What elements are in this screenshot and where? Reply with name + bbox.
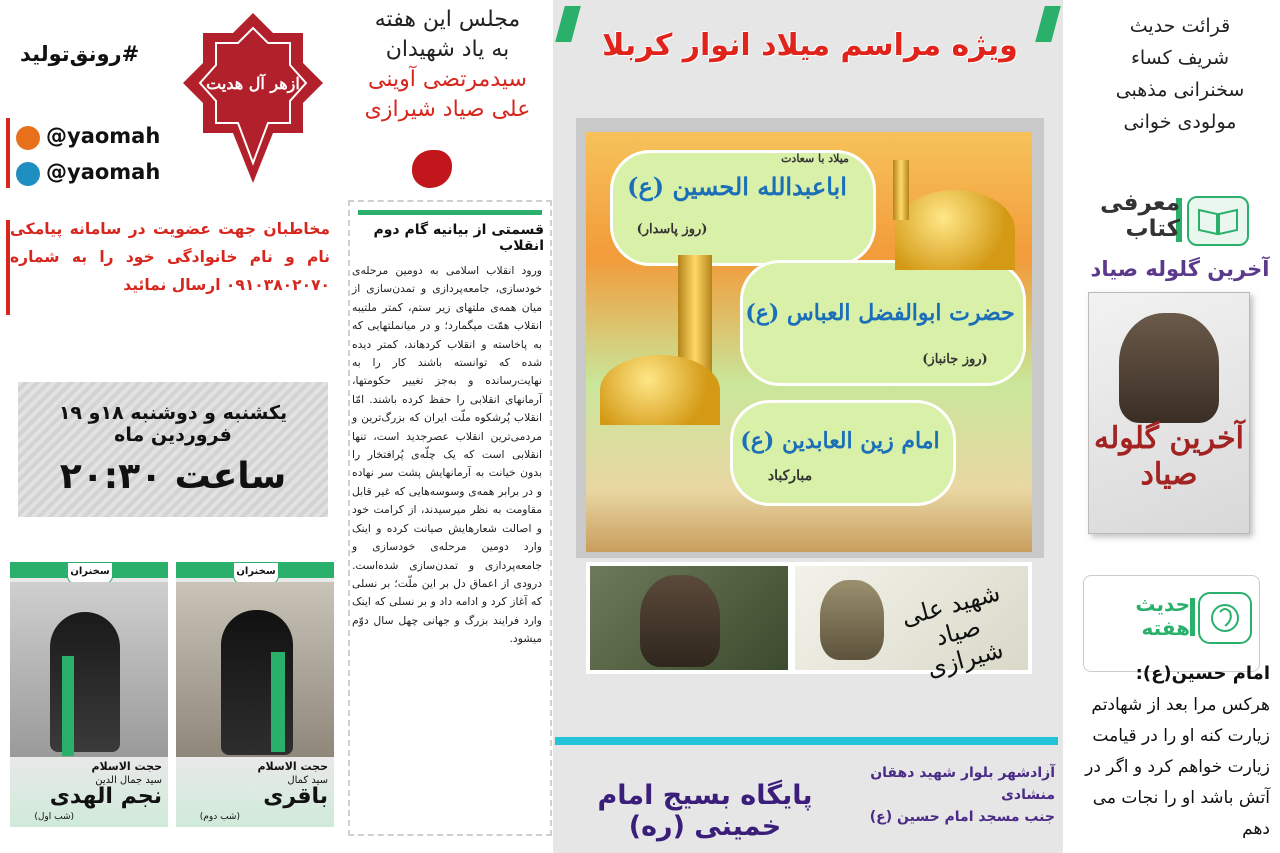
eitaa-icon xyxy=(16,126,40,150)
emblem-logo xyxy=(178,8,328,188)
speaker-subname: سید جمال الدین xyxy=(95,775,162,786)
poster-cloud xyxy=(610,150,876,266)
speaker-name: نجم الهدی xyxy=(49,784,162,809)
emblem-text: ازهر آل هدیت xyxy=(206,74,300,93)
book-cover-portrait xyxy=(1119,313,1219,423)
statement-text: ورود انقلاب اسلامی به دومین مرحله‌ی خودسازی، جامعه‌پردازی و تمدن‌سازی از میان همه‌ی ملتهای زیر ستم، کمتر ملتیبه انقلاب همّت میگمارد؛ و در میانملتهایی که به پاخاسته و انقلاب کردهاند، کمتر دیده شده که توانسته باشند کار را به نهایت‌رسانده و به‌جز تغییر حکومتها، آرمانهای انقلابی را حفظ کرده باشند. امّا انقلاب پُرشکوه ملّت ایران که بزرگ‌ترین و مردمی‌ترین انقلاب عصرجدید است، تنها انقلابی است که یک چلّه‌ی پُرافتخار را بدون خیانت به آرمانهایش پشت سر نهاده و در برابر همه‌ی وسوسه‌هایی که غیر قابل مقاومت به نظر میرسیدند، از کرامت خود و اصالت شعارهایش صیانت کرده و اینک وارد دومین مرحله‌ی خودسازی و جامعه‌پردازی و تمدن‌سازی شده‌است. درودی از اعماق دل بر این ملّت؛ بر نسلی که آغاز کرد و ادامه داد و بر نسلی که اینک وارد فرایند بزرگ و جهانی چهل سال دوّم میشود. xyxy=(352,264,542,646)
headline: ویژه مراسم میلاد انوار کربلا xyxy=(602,28,1018,63)
shrine-dome xyxy=(600,355,720,425)
hadith-speaker: امام حسین(ع): xyxy=(1135,663,1270,684)
soroush-icon xyxy=(16,162,40,186)
hadith-title xyxy=(1090,592,1190,640)
speaker-card-2 xyxy=(176,562,334,827)
book-section-title-1: معرفی xyxy=(1100,190,1180,216)
base-name: پایگاه بسیج امام خمینی (ره) xyxy=(597,780,813,842)
social-handle: @yaomah xyxy=(46,160,161,184)
poster-line-small: میلاد با سعادت xyxy=(781,152,849,165)
poster-line-2: حضرت ابوالفضل العباس (ع) xyxy=(745,300,1015,326)
program-item: مولودی خوانی xyxy=(1123,111,1237,133)
book-cover-title: آخرین گلوله صیاد xyxy=(1094,421,1244,492)
speaker-subname: سید کمال xyxy=(287,775,328,786)
poster-line-2-sub: (روز جانباز) xyxy=(922,352,988,367)
hadith-icon xyxy=(1198,592,1252,644)
sms-notice: مخاطبان جهت عضویت در سامانه پیامکی نام و نام خانوادگی خود را به شماره ۰۹۱۰۳۸۰۲۰۷۰ ارسال نمائید xyxy=(10,220,330,294)
event-date: یکشنبه و دوشنبه ۱۸و ۱۹ فروردین ماه xyxy=(58,402,288,446)
speaker-night: (شب دوم) xyxy=(199,812,240,822)
statement-bar xyxy=(358,210,542,215)
base-address-1: آزادشهر بلوار شهید دهقان منشادی xyxy=(870,765,1055,803)
speaker-tag: سخنران xyxy=(233,562,279,584)
martyr-portrait xyxy=(820,580,884,660)
speaker-photo xyxy=(176,582,334,757)
social-bar xyxy=(6,118,10,188)
poster-line-3-sub: مبارکباد xyxy=(767,468,813,484)
poster-line-1-sub: (روز پاسدار) xyxy=(636,222,708,237)
book-section-title xyxy=(1090,190,1180,242)
majlis-block xyxy=(345,5,550,125)
speaker-figure xyxy=(50,612,120,752)
book-cover-image xyxy=(1088,292,1250,534)
shrine-minaret xyxy=(893,160,909,220)
base-address xyxy=(830,762,1055,828)
speaker-photo xyxy=(10,582,168,757)
book-section-title-2: کتاب xyxy=(1125,216,1180,242)
speaker-night: (شب اول) xyxy=(34,812,74,822)
hadith-title-2: هفته xyxy=(1141,616,1190,640)
poster-line-3: امام زین العابدین (ع) xyxy=(740,428,940,454)
speaker-tag: سخنران xyxy=(67,562,113,584)
martyr-portrait xyxy=(640,575,720,667)
majlis-martyr-name: سیدمرتضی آوینی xyxy=(368,67,527,92)
majlis-line: مجلس این هفته xyxy=(374,7,521,32)
majlis-martyr-name: علی صیاد شیرازی xyxy=(364,97,531,122)
divider-line xyxy=(555,737,1058,745)
martyr-signature: شهید علی صیاد شیرازی xyxy=(898,578,1007,683)
program-list xyxy=(1085,10,1275,138)
speaker-card-1 xyxy=(10,562,168,827)
program-item: شریف کساء xyxy=(1130,47,1230,69)
statement-title: قسمتی از بیانیه گام دوم انقلاب xyxy=(373,222,544,254)
section-bar xyxy=(1190,598,1195,636)
base-address-2: جنب مسجد امام حسین (ع) xyxy=(869,809,1055,825)
speaker-rank: حجت الاسلام xyxy=(257,760,328,773)
speaker-name: باقری xyxy=(263,784,328,809)
speaker-rank: حجت الاسلام xyxy=(91,760,162,773)
book-name: آخرین گلوله صیاد xyxy=(1090,257,1270,281)
book-icon xyxy=(1187,196,1249,246)
speaker-shawl xyxy=(271,652,285,752)
majlis-line: به یاد شهیدان xyxy=(385,37,510,62)
hadith-title-1: حدیث xyxy=(1135,592,1190,616)
program-item: سخنرانی مذهبی xyxy=(1115,79,1245,101)
shrine-dome xyxy=(895,190,1015,270)
poster-line-1: اباعبدالله الحسین (ع) xyxy=(627,172,847,201)
hadith-text xyxy=(1068,658,1270,845)
event-time: ساعت ۲۰:۳۰ xyxy=(59,456,287,497)
social-handle: @yaomah xyxy=(46,124,161,148)
program-item: قرائت حدیث xyxy=(1129,15,1231,37)
speaker-shawl xyxy=(62,656,74,756)
hadith-body: هرکس مرا بعد از شهادتم زیارت کنه او را در قیامت زیارت خواهم کرد و اگر در آتش باشد او را نجات می دهم xyxy=(1085,695,1270,839)
hashtag: #رونق‌تولید xyxy=(20,42,140,66)
